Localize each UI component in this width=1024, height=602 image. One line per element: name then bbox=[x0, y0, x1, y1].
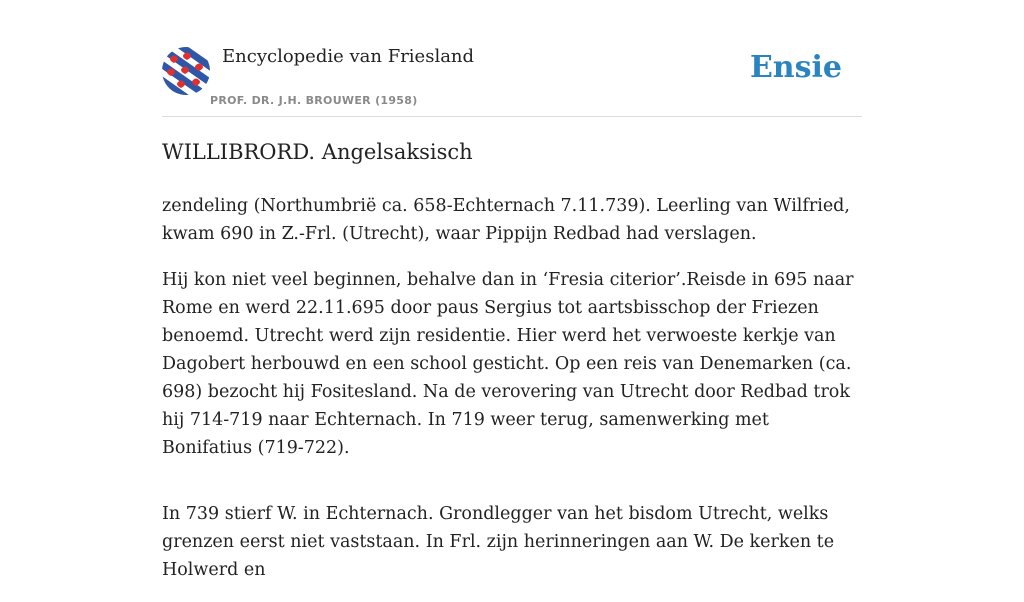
article-title: WILLIBRORD. Angelsaksisch bbox=[162, 140, 473, 164]
article-paragraph: In 739 stierf W. in Echternach. Grondlegger van het bisdom Utrecht, welks grenzen eerst niet vaststaan. In Frl. zijn herinneringen aan W. De kerken te Holwerd en bbox=[162, 504, 835, 580]
site-title[interactable]: Encyclopedie van Friesland bbox=[222, 46, 475, 67]
ensie-logo-link[interactable]: Ensie bbox=[749, 50, 842, 85]
author-line: PROF. DR. J.H. BROUWER (1958) bbox=[210, 94, 418, 107]
frisian-flag-icon[interactable] bbox=[162, 47, 210, 95]
article-paragraph: Hij kon niet veel beginnen, behalve dan in ‘Fresia citerior’.Reisde in 695 naar Rome en werd 22.11.695 door paus Sergius tot aartsbisschop der Friezen benoemd. Utrecht werd zijn residentie. Hier werd het verwoeste kerkje van Dagobert herbouwd en een school gesticht. Op een reis van Denemarken (ca. 698) bezocht hij Fositesland. Na de verovering van Utrecht door Redbad trok hij 714-719 naar Echternach. In 719 weer terug, samenwerking met Bonifatius (719-722). bbox=[162, 270, 854, 458]
article-body bbox=[162, 192, 862, 602]
content-container bbox=[162, 0, 862, 580]
site-header bbox=[162, 0, 862, 117]
article-paragraph: zendeling (Northumbrië ca. 658-Echternach 7.11.739). Leerling van Wilfried, kwam 690 in Z.-Frl. (Utrecht), waar Pippijn Redbad had verslagen. bbox=[162, 196, 850, 244]
